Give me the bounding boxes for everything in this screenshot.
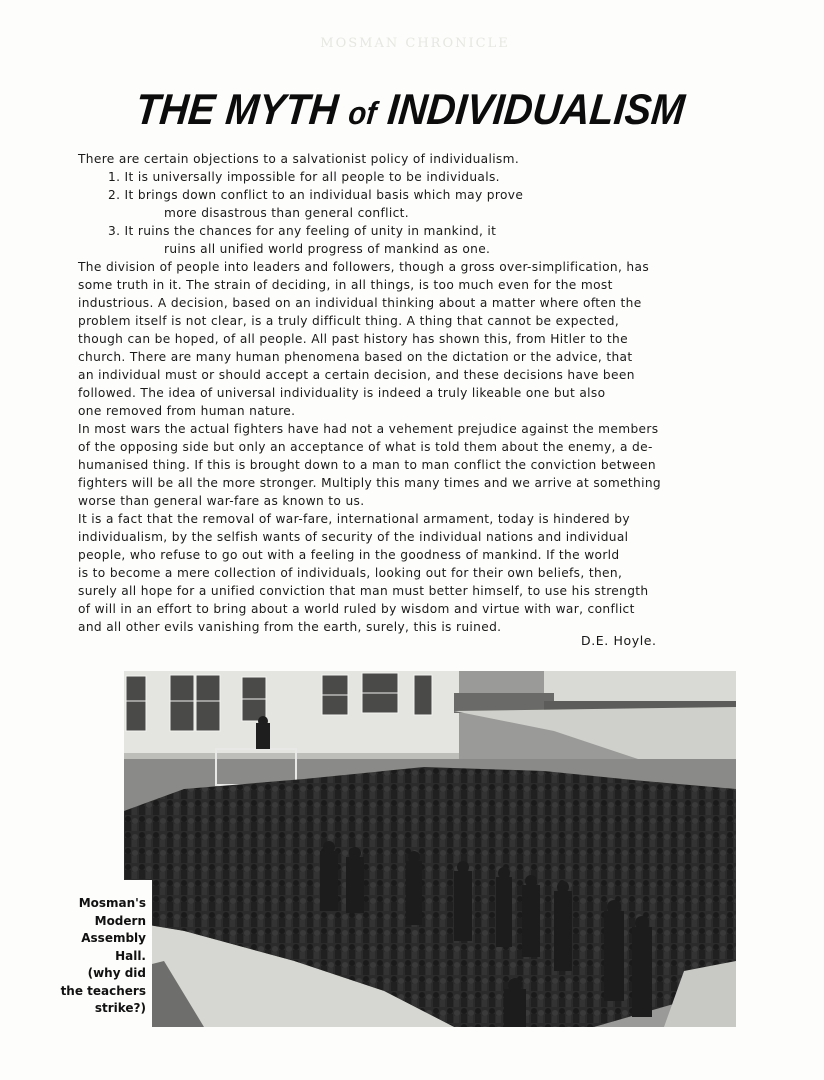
body-line: surely all hope for a unified conviction that man must better himself, to use his strength bbox=[78, 584, 649, 598]
objection-3-cont: ruins all unified world progress of mankind as one. bbox=[164, 242, 491, 256]
body-line: industrious. A decision, based on an individual thinking about a matter where often the bbox=[78, 296, 642, 310]
body-line: fighters will be all the more stronger. Multiply this many times and we arrive at something bbox=[78, 476, 662, 490]
body-line: church. There are many human phenomena based on the dictation or the advice, that bbox=[78, 350, 633, 364]
title-part-myth: THE MYTH bbox=[133, 86, 341, 134]
caption-line: the teachers bbox=[60, 983, 146, 998]
caption-line: Hall. bbox=[115, 948, 146, 963]
body-line: individualism, by the selfish wants of security of the individual nations and individual bbox=[78, 530, 629, 544]
caption-line: Mosman's bbox=[78, 896, 146, 910]
body-line: It is a fact that the removal of war-fare, international armament, today is hindered by bbox=[78, 512, 630, 526]
photo-caption bbox=[34, 895, 146, 1018]
title-part-individualism: INDIVIDUALISM bbox=[385, 86, 687, 134]
body-line: of will in an effort to bring about a world ruled by wisdom and virtue with war, conflict bbox=[78, 602, 635, 616]
body-line: one removed from human nature. bbox=[78, 404, 296, 418]
assembly-hall-photo bbox=[124, 671, 736, 1027]
body-line: some truth in it. The strain of deciding, in all things, is too much even for the most bbox=[78, 278, 613, 292]
caption-line: Assembly bbox=[81, 931, 146, 945]
objection-3: 3. It ruins the chances for any feeling of unity in mankind, it bbox=[108, 224, 497, 238]
title-part-of: of bbox=[346, 95, 379, 131]
objection-2-cont: more disastrous than general conflict. bbox=[164, 206, 410, 220]
body-line: an individual must or should accept a certain decision, and these decisions have been bbox=[78, 368, 635, 382]
body-line: people, who refuse to go out with a feeling in the goodness of mankind. If the world bbox=[78, 548, 620, 562]
body-line: and all other evils vanishing from the earth, surely, this is ruined. bbox=[78, 620, 502, 634]
body-line: worse than general war-fare as known to us. bbox=[78, 494, 365, 508]
body-line: of the opposing side but only an acceptance of what is told them about the enemy, a de- bbox=[78, 440, 653, 454]
body-line: though can be hoped, of all people. All past history has shown this, from Hitler to the bbox=[78, 332, 628, 346]
body-line: The division of people into leaders and followers, though a gross over-simplification, has bbox=[78, 260, 650, 274]
author-signature: D.E. Hoyle. bbox=[581, 633, 657, 648]
article-title bbox=[104, 86, 716, 135]
caption-line: (why did bbox=[87, 966, 146, 980]
faint-page-header: MOSMAN CHRONICLE bbox=[320, 36, 510, 51]
body-line: There are certain objections to a salvationist policy of individualism. bbox=[78, 152, 520, 166]
body-line: problem itself is not clear, is a truly difficult thing. A thing that cannot be expected, bbox=[78, 314, 620, 328]
objection-1: 1. It is universally impossible for all people to be individuals. bbox=[108, 170, 500, 184]
caption-line: Modern bbox=[94, 913, 146, 928]
body-line: followed. The idea of universal individuality is indeed a truly likeable one but also bbox=[78, 386, 606, 400]
body-line: is to become a mere collection of individuals, looking out for their own beliefs, then, bbox=[78, 566, 623, 580]
caption-line: strike?) bbox=[94, 1001, 146, 1015]
article-body bbox=[78, 150, 718, 636]
body-line: humanised thing. If this is brought down to a man to man conflict the conviction between bbox=[78, 458, 656, 472]
objection-2: 2. It brings down conflict to an individual basis which may prove bbox=[108, 188, 524, 202]
body-line: In most wars the actual fighters have had not a vehement prejudice against the members bbox=[78, 422, 659, 436]
